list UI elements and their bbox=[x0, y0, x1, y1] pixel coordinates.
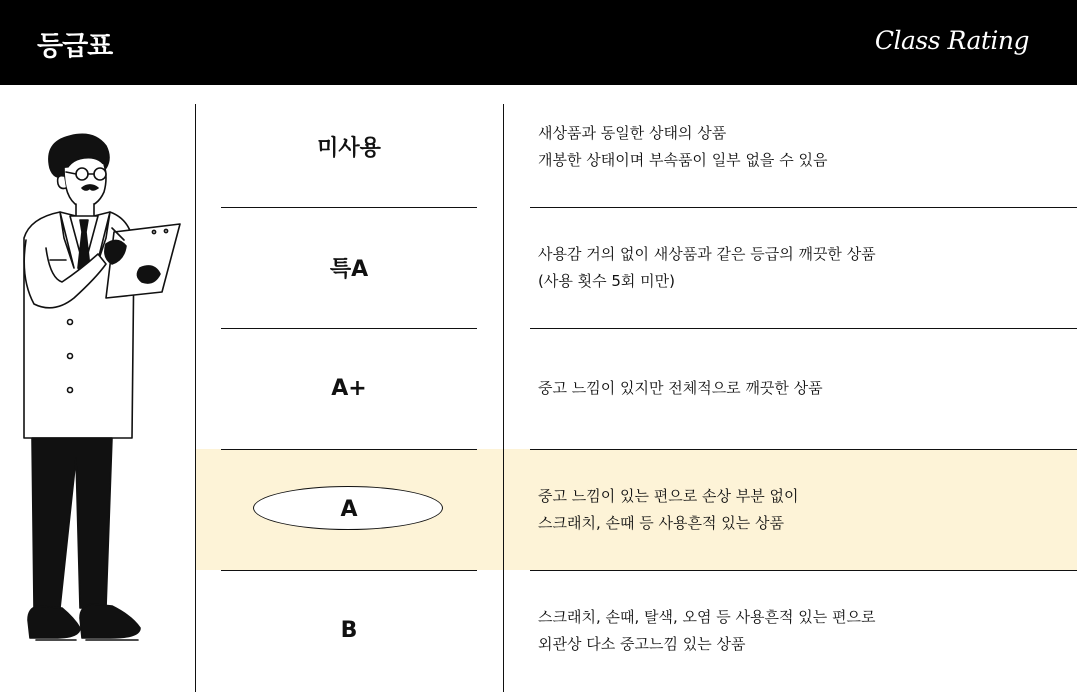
grade-label-unused: 미사용 bbox=[317, 136, 381, 161]
header-bar bbox=[0, 0, 1077, 85]
grade-description bbox=[538, 449, 1058, 570]
page-title: 등급표 bbox=[37, 31, 113, 62]
inspector-with-clipboard-illustration bbox=[14, 128, 184, 658]
description-line: 외관상 다소 중고느낌 있는 상품 bbox=[538, 634, 746, 653]
grade-description bbox=[538, 328, 1058, 449]
description-line: (사용 횟수 5회 미만) bbox=[538, 271, 675, 290]
grade-label-special-a: 특A bbox=[329, 257, 369, 282]
column-divider bbox=[503, 104, 504, 692]
description-line: 중고 느낌이 있지만 전체적으로 깨끗한 상품 bbox=[538, 379, 823, 397]
table-left-border bbox=[195, 104, 196, 692]
description-line: 중고 느낌이 있는 편으로 손상 부분 없이 bbox=[538, 486, 799, 505]
description-line: 스크래치, 손때, 탈색, 오염 등 사용흔적 있는 편으로 bbox=[538, 607, 876, 626]
grade-description bbox=[538, 86, 1058, 207]
grade-description bbox=[538, 570, 1058, 691]
grade-label-a: A bbox=[340, 497, 358, 522]
grade-label-b: B bbox=[340, 618, 358, 643]
description-line: 새상품과 동일한 상태의 상품 bbox=[538, 123, 727, 142]
grade-description bbox=[538, 207, 1058, 328]
page-subtitle: Class Rating bbox=[874, 26, 1029, 55]
description-line: 스크래치, 손때 등 사용흔적 있는 상품 bbox=[538, 513, 784, 532]
description-line: 개봉한 상태이며 부속품이 일부 없을 수 있음 bbox=[538, 150, 828, 169]
grade-label-a-plus: A+ bbox=[331, 376, 367, 401]
description-line: 사용감 거의 없이 새상품과 같은 등급의 깨끗한 상품 bbox=[538, 244, 876, 263]
